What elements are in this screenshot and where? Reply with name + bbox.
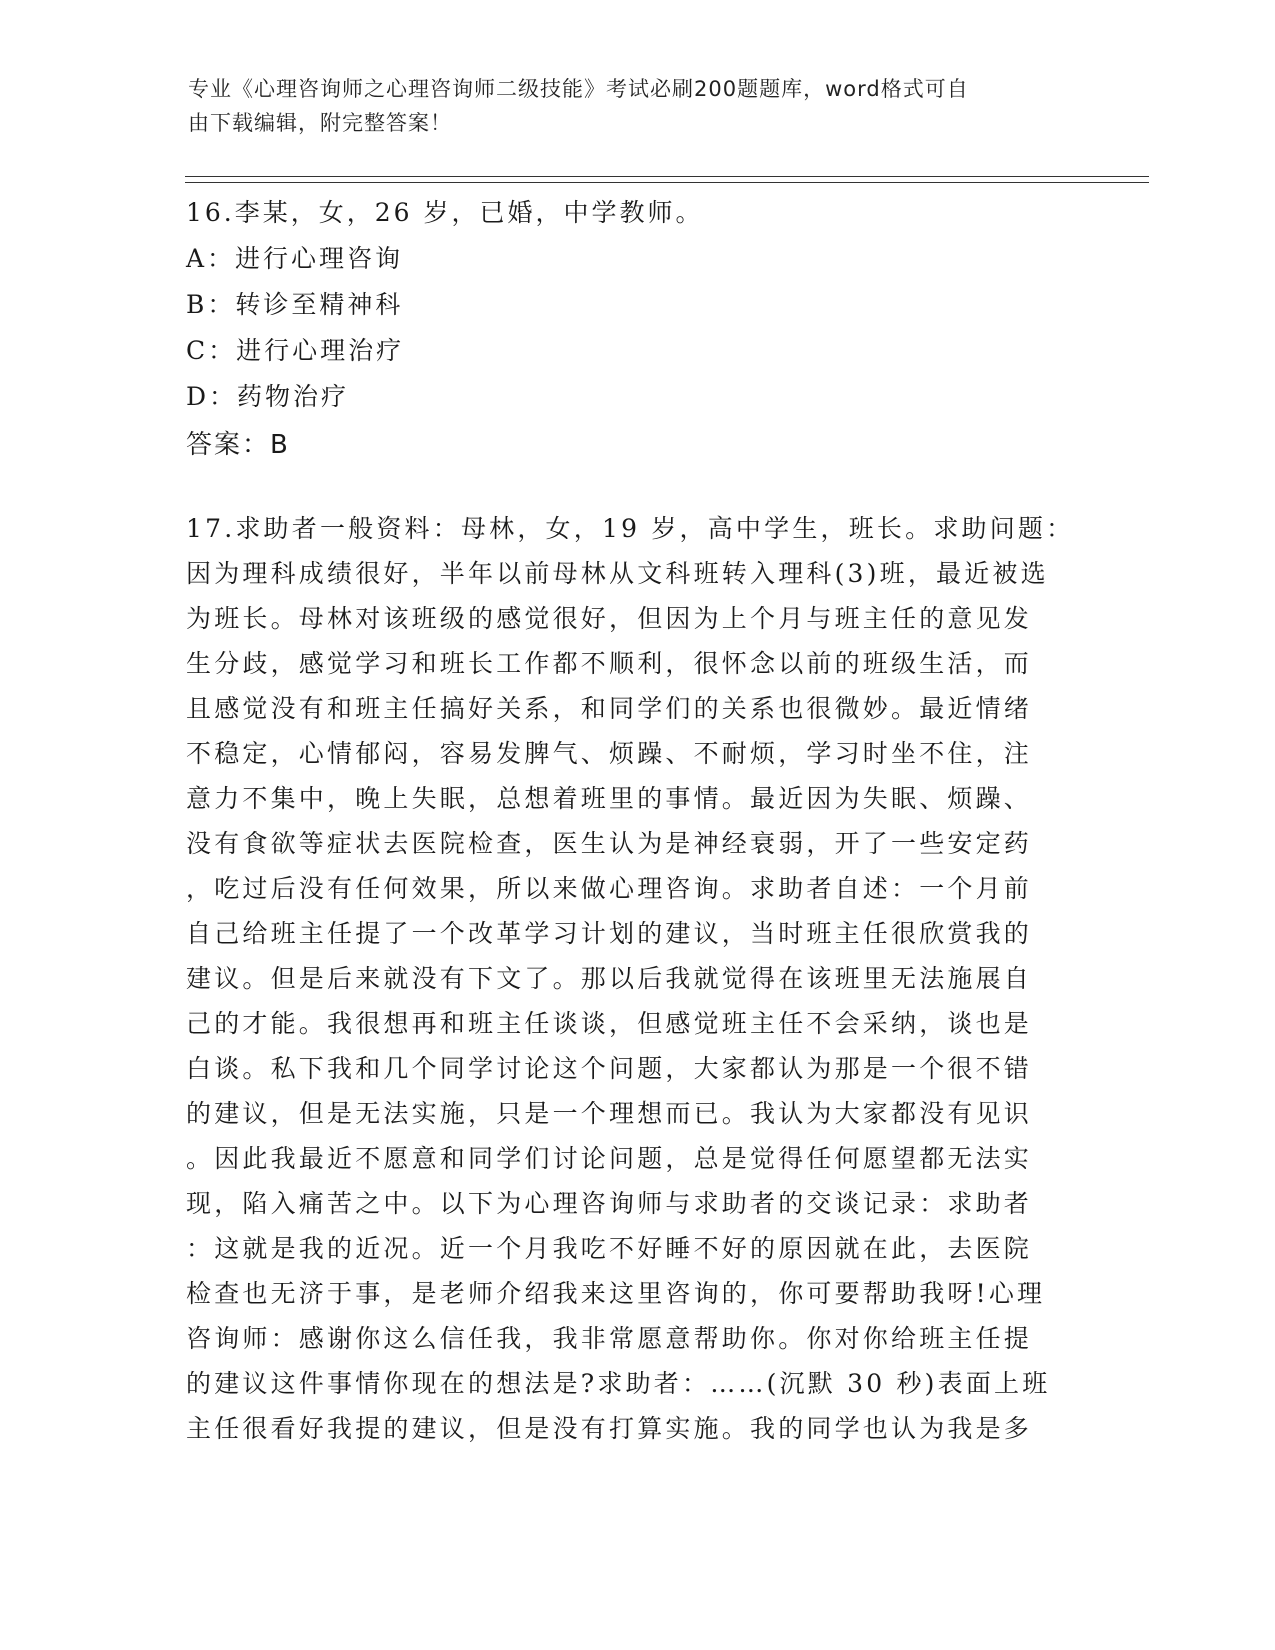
paragraph-line: 的建议，但是无法实施，只是一个理想而已。我认为大家都没有见识 bbox=[186, 1099, 1033, 1128]
header-line-1: 专业《心理咨询师之心理咨询师二级技能》考试必刷200题题库，word格式可自 bbox=[188, 77, 969, 101]
question-stem: 16.李某，女，26 岁，已婚，中学教师。 bbox=[186, 198, 704, 227]
question-16 bbox=[186, 190, 1086, 468]
paragraph-line: ，吃过后没有任何效果，所以来做心理咨询。求助者自述：一个月前 bbox=[186, 874, 1033, 903]
paragraph-line: 意力不集中，晚上失眠，总想着班里的事情。最近因为失眠、烦躁、 bbox=[186, 784, 1033, 813]
paragraph-line: 现，陷入痛苦之中。以下为心理咨询师与求助者的交谈记录：求助者 bbox=[186, 1189, 1033, 1218]
document-header bbox=[188, 72, 1068, 140]
question-17 bbox=[186, 506, 1076, 1451]
paragraph-line: 为班长。母林对该班级的感觉很好，但因为上个月与班主任的意见发 bbox=[186, 604, 1033, 633]
option-d: D：药物治疗 bbox=[186, 382, 350, 411]
paragraph-line: 17.求助者一般资料：母林，女，19 岁，高中学生，班长。求助问题： bbox=[186, 514, 1075, 543]
paragraph-line: ：这就是我的近况。近一个月我吃不好睡不好的原因就在此，去医院 bbox=[186, 1234, 1033, 1263]
paragraph-line: 检查也无济于事，是老师介绍我来这里咨询的，你可要帮助我呀!心理 bbox=[186, 1279, 1046, 1308]
header-divider-bottom bbox=[185, 182, 1149, 183]
paragraph-line: 白谈。私下我和几个同学讨论这个问题，大家都认为那是一个很不错 bbox=[186, 1054, 1033, 1083]
paragraph-line: 主任很看好我提的建议，但是没有打算实施。我的同学也认为我是多 bbox=[186, 1414, 1033, 1443]
paragraph-line: 不稳定，心情郁闷，容易发脾气、烦躁、不耐烦，学习时坐不住，注 bbox=[186, 739, 1033, 768]
paragraph-line: 己的才能。我很想再和班主任谈谈，但感觉班主任不会采纳，谈也是 bbox=[186, 1009, 1033, 1038]
paragraph-line: 没有食欲等症状去医院检查，医生认为是神经衰弱，开了一些安定药 bbox=[186, 829, 1033, 858]
paragraph-line: 因为理科成绩很好，半年以前母林从文科班转入理科(3)班，最近被选 bbox=[186, 559, 1049, 588]
header-line-2: 由下载编辑，附完整答案！ bbox=[188, 111, 452, 135]
option-b: B：转诊至精神科 bbox=[186, 290, 404, 319]
header-divider-top bbox=[185, 176, 1149, 177]
answer-line: 答案：B bbox=[186, 430, 290, 460]
paragraph-line: 咨询师：感谢你这么信任我，我非常愿意帮助你。你对你给班主任提 bbox=[186, 1324, 1033, 1353]
option-c: C：进行心理治疗 bbox=[186, 336, 405, 365]
paragraph-line: 生分歧，感觉学习和班长工作都不顺利，很怀念以前的班级生活，而 bbox=[186, 649, 1033, 678]
paragraph-line: 建议。但是后来就没有下文了。那以后我就觉得在该班里无法施展自 bbox=[186, 964, 1033, 993]
paragraph-line: 。因此我最近不愿意和同学们讨论问题，总是觉得任何愿望都无法实 bbox=[186, 1144, 1033, 1173]
paragraph-line: 且感觉没有和班主任搞好关系，和同学们的关系也很微妙。最近情绪 bbox=[186, 694, 1033, 723]
paragraph-line: 自己给班主任提了一个改革学习计划的建议，当时班主任很欣赏我的 bbox=[186, 919, 1033, 948]
option-a: A：进行心理咨询 bbox=[186, 244, 404, 273]
paragraph-line: 的建议这件事情你现在的想法是?求助者：……(沉默 30 秒)表面上班 bbox=[186, 1369, 1051, 1398]
